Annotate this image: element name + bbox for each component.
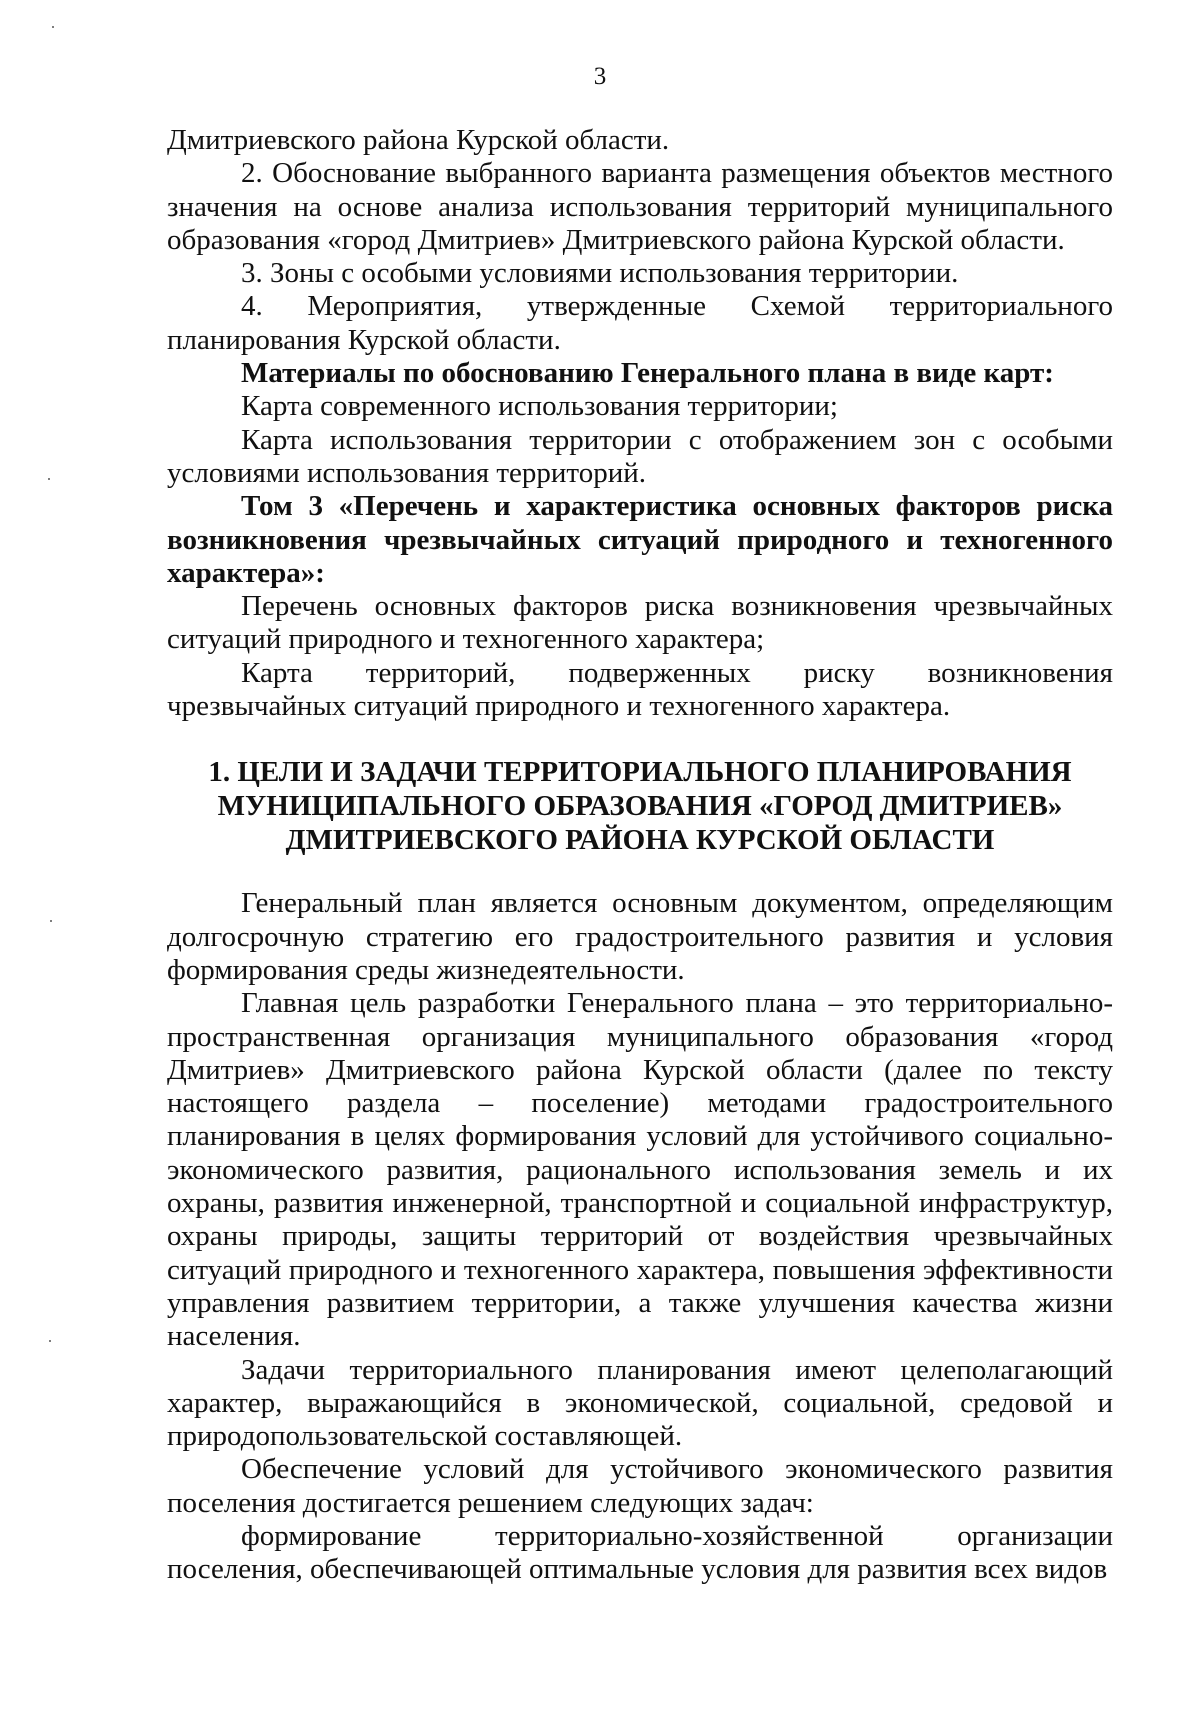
section-heading — [167, 723, 1113, 887]
paragraph: 2. Обоснование выбранного варианта размещения объектов местного значения на основе анализа использования территорий муниципального образования «город Дмитриев» Дмитриевского района Курской области. — [167, 157, 1113, 256]
document-body — [167, 124, 1113, 1587]
paragraph: Перечень основных факторов риска возникновения чрезвычайных ситуаций природного и техногенного характера; — [167, 590, 1113, 656]
page-number: 3 — [593, 63, 607, 90]
paragraph: 3. Зоны с особыми условиями использования территории. — [241, 257, 959, 290]
section-heading-line: 1. ЦЕЛИ И ЗАДАЧИ ТЕРРИТОРИАЛЬНОГО ПЛАНИРОВАНИЯ — [208, 756, 1072, 789]
paragraph: Генеральный план является основным документом, определяющим долгосрочную стратегию его градостроительного развития и условия формирования среды жизнедеятельности. — [167, 887, 1113, 986]
paragraph: Главная цель разработки Генерального плана – это территориально-пространственная организация муниципального образования «город Дмитриев» Дмитриевского района Курской области (далее по тексту настоящего раздела – поселение) методами градостроительного планирования в целях формирования условий для устойчивого социально-экономического развития, рационального использования земель и их охраны, развития инженерной, транспортной и социальной инфраструктур, охраны природы, защиты территорий от воздействия чрезвычайных ситуаций природного и техногенного характера, повышения эффективности управления развитием территории, а также улучшения качества жизни населения. — [167, 987, 1113, 1353]
paragraph: Дмитриевского района Курской области. — [167, 124, 670, 156]
paragraph: 4. Мероприятия, утвержденные Схемой территориального планирования Курской области. — [167, 290, 1113, 356]
paragraph: Задачи территориального планирования имеют целеполагающий характер, выражающийся в экономической, социальной, средовой и природопользовательской составляющей. — [167, 1353, 1113, 1453]
scan-speck — [52, 26, 54, 28]
paragraph-heading: Материалы по обоснованию Генерального плана в виде карт: — [241, 357, 1054, 390]
paragraph: Карта использования территории с отображением зон с особыми условиями использования территорий. — [167, 423, 1113, 489]
paragraph: Карта современного использования территории; — [241, 390, 838, 423]
paragraph: формирование территориально-хозяйственной организации поселения, обеспечивающей оптимальные условия для развития всех видов — [167, 1519, 1113, 1586]
scan-speck — [49, 1340, 51, 1342]
scan-speck — [48, 478, 50, 480]
scan-speck — [50, 920, 52, 922]
main-block — [167, 887, 1113, 1586]
paragraph-heading: Том 3 «Перечень и характеристика основных факторов риска возникновения чрезвычайных ситуаций природного и техногенного характера»: — [167, 490, 1113, 589]
section-heading-line: ДМИТРИЕВСКОГО РАЙОНА КУРСКОЙ ОБЛАСТИ — [285, 824, 995, 857]
section-heading-line: МУНИЦИПАЛЬНОГО ОБРАЗОВАНИЯ «ГОРОД ДМИТРИЕВ» — [217, 790, 1063, 823]
paragraph: Карта территорий, подверженных риску возникновения чрезвычайных ситуаций природного и техногенного характера. — [167, 656, 1113, 723]
intro-block — [167, 124, 1113, 723]
paragraph: Обеспечение условий для устойчивого экономического развития поселения достигается решением следующих задач: — [167, 1453, 1113, 1519]
